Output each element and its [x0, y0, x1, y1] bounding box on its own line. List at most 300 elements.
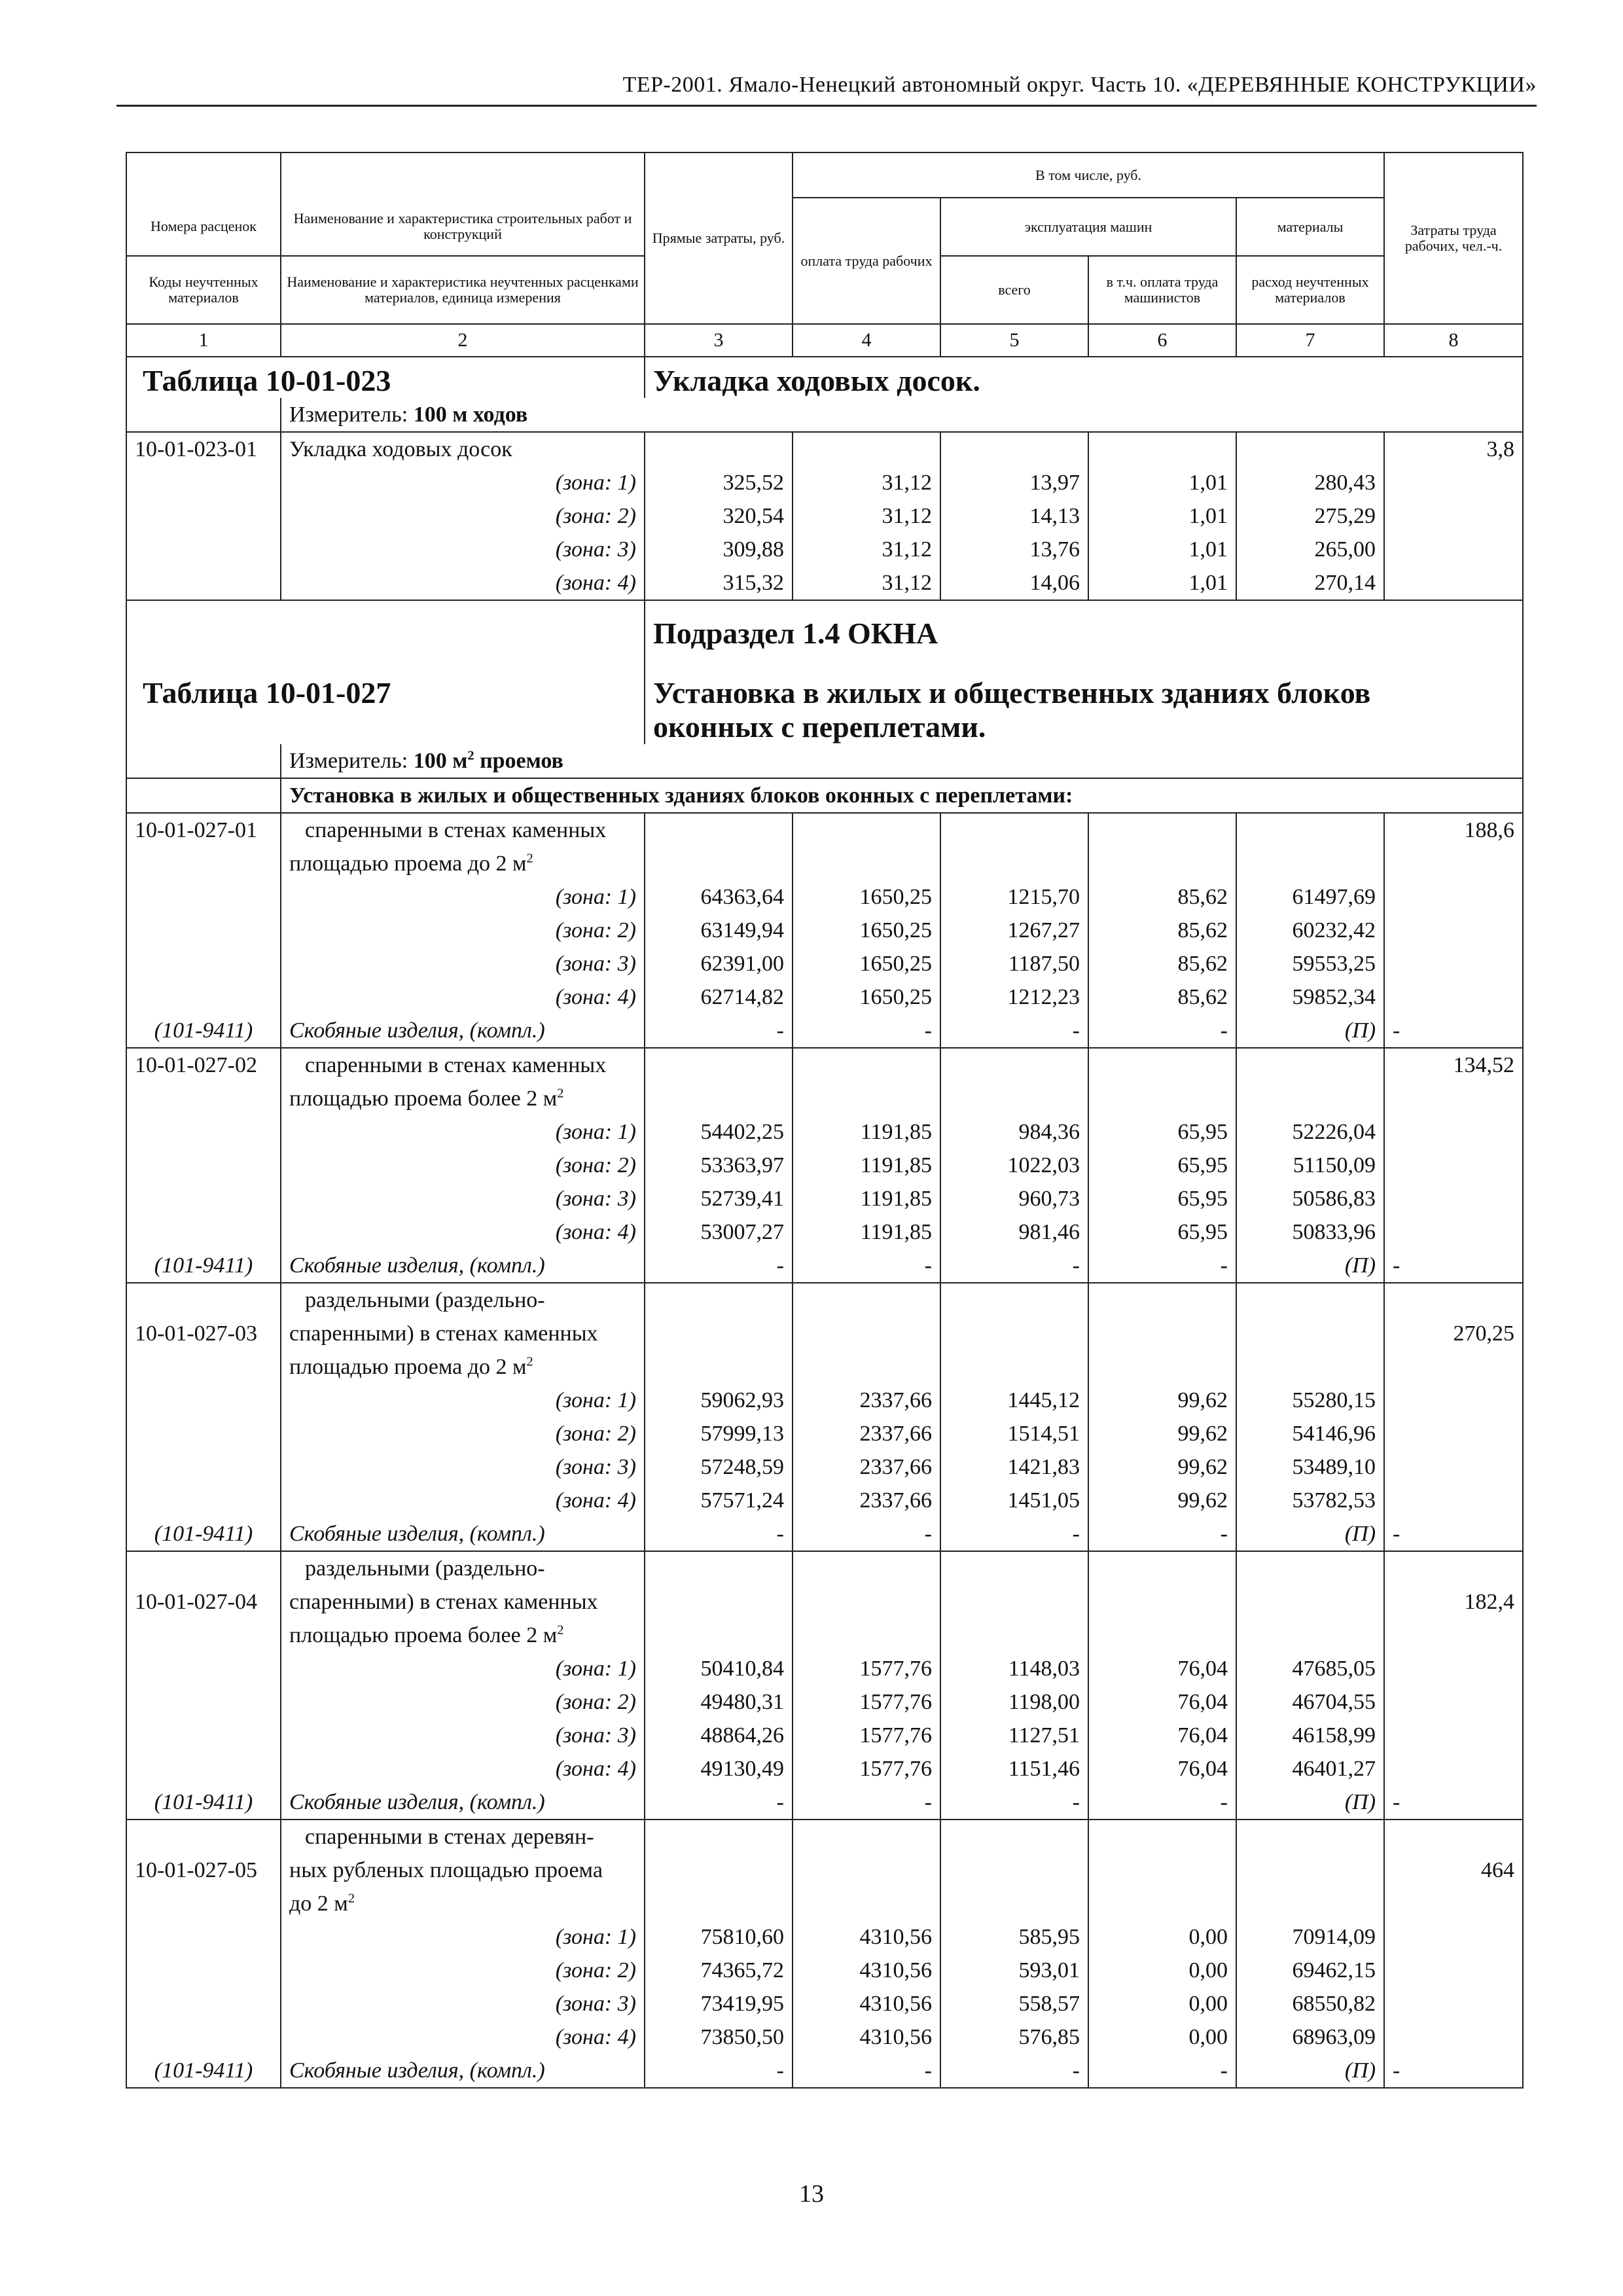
value-c3: 49480,31: [645, 1685, 793, 1719]
subsection-title-cell: [645, 600, 1523, 670]
empty-cell: [1384, 533, 1523, 566]
empty-cell: [645, 432, 793, 466]
value-c6: 85,62: [1088, 947, 1236, 980]
value-c5: 1267,27: [940, 914, 1088, 947]
empty-cell: [1236, 1619, 1384, 1652]
empty-cell: [793, 813, 940, 847]
labor-value: 134,52: [1384, 1048, 1523, 1082]
blank-cell: [126, 847, 281, 880]
value-c7: 50586,83: [1236, 1182, 1384, 1215]
value-c5: 984,36: [940, 1115, 1088, 1149]
value-c5: 1187,50: [940, 947, 1088, 980]
col-operator-pay: в т.ч. оплата труда машинистов: [1088, 256, 1236, 324]
value-c7: 51150,09: [1236, 1149, 1384, 1182]
empty-cell: [940, 1082, 1088, 1115]
value-c7: 68963,09: [1236, 2020, 1384, 2054]
value-c4: 4310,56: [793, 2020, 940, 2054]
blank-cell: [126, 1685, 281, 1719]
blank-cell: [126, 1719, 281, 1752]
empty-cell: [645, 1551, 793, 1585]
material-flag: (П): [1236, 1249, 1384, 1283]
value-c6: 76,04: [1088, 1719, 1236, 1752]
value-c4: 1577,76: [793, 1652, 940, 1685]
empty-cell: [1384, 566, 1523, 600]
empty-cell: [1236, 1551, 1384, 1585]
rates-table: [126, 152, 1524, 2089]
value-c7: 46158,99: [1236, 1719, 1384, 1752]
blank-cell: [126, 533, 281, 566]
value-c4: 1577,76: [793, 1719, 940, 1752]
value-c7: 280,43: [1236, 466, 1384, 499]
value-c4: 1650,25: [793, 947, 940, 980]
value-c6: 99,62: [1088, 1417, 1236, 1450]
value-c6: 65,95: [1088, 1149, 1236, 1182]
empty-cell: [645, 847, 793, 880]
value-c3: 315,32: [645, 566, 793, 600]
value-c7: 54146,96: [1236, 1417, 1384, 1450]
empty-cell: [1384, 1082, 1523, 1115]
value-c4: 1191,85: [793, 1149, 940, 1182]
dash: -: [940, 1517, 1088, 1551]
empty-cell: [1384, 1652, 1523, 1685]
value-c7: 61497,69: [1236, 880, 1384, 914]
empty-cell: [1236, 1048, 1384, 1082]
empty-cell: [793, 1585, 940, 1619]
blank-cell: [126, 1820, 281, 1854]
blank-cell: [126, 1115, 281, 1149]
value-c6: 65,95: [1088, 1182, 1236, 1215]
value-c5: 1421,83: [940, 1450, 1088, 1484]
value-c5: 1445,12: [940, 1384, 1088, 1417]
value-c5: 1451,05: [940, 1484, 1088, 1517]
empty-cell: [793, 432, 940, 466]
value-c4: 4310,56: [793, 1954, 940, 1987]
superscript: 2: [467, 748, 474, 763]
blank-cell: [126, 980, 281, 1014]
value-c7: 69462,15: [1236, 1954, 1384, 1987]
value-c7: 275,29: [1236, 499, 1384, 533]
value-c5: 1212,23: [940, 980, 1088, 1014]
work-name-line: ных рубленых площадью проема: [281, 1854, 645, 1887]
empty-cell: [1088, 1619, 1236, 1652]
value-c6: 0,00: [1088, 1954, 1236, 1987]
zone-label: (зона: 2): [281, 914, 645, 947]
value-c3: 57999,13: [645, 1417, 793, 1450]
empty-cell: [1236, 1585, 1384, 1619]
text-part: площадью проема более 2 м: [289, 1623, 558, 1647]
col-labor-costs: Затраты труда рабочих, чел.-ч.: [1384, 152, 1523, 324]
rate-code: 10-01-027-02: [126, 1048, 281, 1082]
table-label: Таблица 10-01-023: [143, 364, 391, 397]
work-name: Укладка ходовых досок: [281, 432, 645, 466]
empty-cell: [1384, 1954, 1523, 1987]
rate-code: 10-01-027-05: [126, 1854, 281, 1887]
col-worker-pay: оплата труда рабочих: [793, 198, 940, 324]
value-c6: 76,04: [1088, 1752, 1236, 1785]
dash: -: [940, 1785, 1088, 1820]
table-title-cell: [126, 357, 645, 398]
empty-cell: [793, 1887, 940, 1920]
value-c6: 0,00: [1088, 2020, 1236, 2054]
value-c3: 73419,95: [645, 1987, 793, 2020]
blank-cell: [126, 466, 281, 499]
value-c7: 50833,96: [1236, 1215, 1384, 1249]
value-c3: 309,88: [645, 533, 793, 566]
zone-label: (зона: 3): [281, 1182, 645, 1215]
empty-cell: [1384, 1484, 1523, 1517]
empty-cell: [1236, 1854, 1384, 1887]
dash: -: [645, 1517, 793, 1551]
blank-cell: [126, 1149, 281, 1182]
column-number: 4: [793, 324, 940, 357]
empty-cell: [1088, 813, 1236, 847]
empty-cell: [1088, 1585, 1236, 1619]
superscript: 2: [557, 1086, 564, 1101]
zone-label: (зона: 1): [281, 1920, 645, 1954]
empty-cell: [1384, 1920, 1523, 1954]
empty-cell: [1384, 1182, 1523, 1215]
labor-value: 3,8: [1384, 432, 1523, 466]
dash: -: [1088, 1785, 1236, 1820]
value-c3: 49130,49: [645, 1752, 793, 1785]
empty-cell: [1384, 1752, 1523, 1785]
material-name: Скобяные изделия, (компл.): [281, 1249, 645, 1283]
zone-label: (зона: 4): [281, 1215, 645, 1249]
empty-cell: [1236, 813, 1384, 847]
value-c4: 31,12: [793, 566, 940, 600]
blank-cell: [126, 1384, 281, 1417]
material-code: (101-9411): [126, 1517, 281, 1551]
dash: -: [645, 2054, 793, 2088]
value-c7: 47685,05: [1236, 1652, 1384, 1685]
empty-cell: [1384, 1115, 1523, 1149]
value-c5: 1148,03: [940, 1652, 1088, 1685]
dash: -: [1088, 1014, 1236, 1048]
material-code: (101-9411): [126, 1249, 281, 1283]
empty-cell: [940, 847, 1088, 880]
zone-label: (зона: 1): [281, 880, 645, 914]
value-c6: 1,01: [1088, 466, 1236, 499]
blank-cell: [126, 1954, 281, 1987]
value-c3: 53007,27: [645, 1215, 793, 1249]
empty-cell: [940, 1619, 1088, 1652]
zone-label: (зона: 4): [281, 2020, 645, 2054]
dash: -: [793, 1785, 940, 1820]
value-c6: 76,04: [1088, 1652, 1236, 1685]
value-c3: 48864,26: [645, 1719, 793, 1752]
empty-cell: [940, 1585, 1088, 1619]
rate-code: 10-01-027-03: [126, 1317, 281, 1350]
value-c5: 960,73: [940, 1182, 1088, 1215]
value-c3: 64363,64: [645, 880, 793, 914]
dash: -: [1384, 1249, 1523, 1283]
value-c5: 576,85: [940, 2020, 1088, 2054]
material-flag: (П): [1236, 1517, 1384, 1551]
empty-cell: [1088, 847, 1236, 880]
value-c4: 1191,85: [793, 1215, 940, 1249]
empty-cell: [1088, 1887, 1236, 1920]
col-material-codes: Коды неучтенных материалов: [126, 256, 281, 324]
empty-cell: [1384, 1350, 1523, 1384]
table-label: Таблица 10-01-027: [143, 676, 391, 709]
labor-value: 270,25: [1384, 1317, 1523, 1350]
labor-value: 188,6: [1384, 813, 1523, 847]
meter-value: 100 м ходов: [413, 403, 528, 427]
empty-cell: [1384, 466, 1523, 499]
blank-cell: [126, 1484, 281, 1517]
value-c5: 14,06: [940, 566, 1088, 600]
zone-label: (зона: 2): [281, 499, 645, 533]
work-name-line: [281, 1350, 645, 1384]
value-c4: 4310,56: [793, 1987, 940, 2020]
rate-code: 10-01-027-01: [126, 813, 281, 847]
blank-cell: [126, 1082, 281, 1115]
value-c4: 31,12: [793, 499, 940, 533]
value-c5: 558,57: [940, 1987, 1088, 2020]
text-part: до 2 м: [289, 1892, 348, 1916]
col-machines-total: всего: [940, 256, 1088, 324]
work-name-line: спаренными в стенах деревян-: [281, 1820, 645, 1854]
empty-cell: [1384, 1619, 1523, 1652]
zone-label: (зона: 1): [281, 1652, 645, 1685]
zone-label: (зона: 4): [281, 566, 645, 600]
value-c5: 593,01: [940, 1954, 1088, 1987]
column-number: 6: [1088, 324, 1236, 357]
col-unaccounted-materials: расход неучтенных материалов: [1236, 256, 1384, 324]
blank-cell: [126, 1920, 281, 1954]
dash: -: [940, 2054, 1088, 2088]
blank-cell: [126, 499, 281, 533]
blank-cell: [126, 1887, 281, 1920]
value-c5: 1127,51: [940, 1719, 1088, 1752]
value-c3: 57248,59: [645, 1450, 793, 1484]
blank-cell: [126, 947, 281, 980]
text-part: площадью проема до 2 м: [289, 1355, 527, 1379]
zone-label: (зона: 3): [281, 1719, 645, 1752]
blank-cell: [126, 1551, 281, 1585]
zone-label: (зона: 3): [281, 947, 645, 980]
value-c4: 2337,66: [793, 1417, 940, 1450]
blank-cell: [126, 1215, 281, 1249]
empty-cell: [793, 1854, 940, 1887]
material-name: Скобяные изделия, (компл.): [281, 2054, 645, 2088]
table-title: Установка в жилых и общественных зданиях блоков оконных с переплетами.: [653, 676, 1371, 744]
value-c5: 13,76: [940, 533, 1088, 566]
value-c5: 14,13: [940, 499, 1088, 533]
empty-cell: [1384, 1450, 1523, 1484]
blank-cell: [126, 1283, 281, 1317]
rate-code: 10-01-027-04: [126, 1585, 281, 1619]
empty-cell: [793, 1551, 940, 1585]
blank-cell: [126, 1619, 281, 1652]
text-part: площадью проема до 2 м: [289, 852, 527, 876]
value-c5: 1215,70: [940, 880, 1088, 914]
empty-cell: [645, 1283, 793, 1317]
table-title: Укладка ходовых досок.: [653, 364, 980, 397]
value-c3: 62391,00: [645, 947, 793, 980]
value-c6: 0,00: [1088, 1920, 1236, 1954]
table-title-cell: [126, 670, 645, 744]
zone-label: (зона: 3): [281, 1987, 645, 2020]
empty-cell: [1384, 1551, 1523, 1585]
value-c5: 1198,00: [940, 1685, 1088, 1719]
value-c4: 1577,76: [793, 1685, 940, 1719]
empty-cell: [940, 1887, 1088, 1920]
empty-cell: [1384, 1685, 1523, 1719]
empty-cell: [1384, 1384, 1523, 1417]
empty-cell: [1236, 1317, 1384, 1350]
empty-cell: [1236, 1887, 1384, 1920]
subsection-title: Подраздел 1.4 ОКНА: [653, 617, 938, 650]
dash: -: [1384, 1785, 1523, 1820]
blank-cell: [126, 880, 281, 914]
labor-value: 182,4: [1384, 1585, 1523, 1619]
work-name-line: [281, 1887, 645, 1920]
zone-label: (зона: 2): [281, 1685, 645, 1719]
empty-cell: [1384, 1987, 1523, 2020]
value-c4: 2337,66: [793, 1484, 940, 1517]
column-number: 7: [1236, 324, 1384, 357]
value-c7: 46401,27: [1236, 1752, 1384, 1785]
col-direct-costs: Прямые затраты, руб.: [645, 152, 793, 324]
column-number: 1: [126, 324, 281, 357]
empty-cell: [645, 1820, 793, 1854]
value-c4: 1191,85: [793, 1182, 940, 1215]
value-c3: 54402,25: [645, 1115, 793, 1149]
value-c6: 1,01: [1088, 566, 1236, 600]
empty-cell: [645, 1619, 793, 1652]
value-c6: 1,01: [1088, 533, 1236, 566]
empty-cell: [645, 1854, 793, 1887]
zone-label: (зона: 2): [281, 1417, 645, 1450]
empty-cell: [1088, 1350, 1236, 1384]
dash: -: [1384, 1014, 1523, 1048]
empty-cell: [645, 1585, 793, 1619]
value-c3: 73850,50: [645, 2020, 793, 2054]
meter-label: Измеритель:: [289, 749, 414, 773]
value-c4: 31,12: [793, 533, 940, 566]
zone-label: (зона: 1): [281, 1384, 645, 1417]
blank-cell: [126, 1987, 281, 2020]
value-c3: 57571,24: [645, 1484, 793, 1517]
empty-cell: [793, 1820, 940, 1854]
empty-cell: [1384, 847, 1523, 880]
dash: -: [793, 2054, 940, 2088]
empty-cell: [645, 813, 793, 847]
value-c7: 53782,53: [1236, 1484, 1384, 1517]
value-c5: 1151,46: [940, 1752, 1088, 1785]
empty-cell: [940, 1048, 1088, 1082]
empty-cell: [1384, 499, 1523, 533]
empty-cell: [645, 1317, 793, 1350]
empty-cell: [793, 1350, 940, 1384]
blank-cell: [126, 1417, 281, 1450]
value-c6: 1,01: [1088, 499, 1236, 533]
value-c3: 50410,84: [645, 1652, 793, 1685]
column-number: 5: [940, 324, 1088, 357]
material-name: Скобяные изделия, (компл.): [281, 1785, 645, 1820]
meter-cell: [281, 744, 1523, 778]
empty-cell: [940, 1551, 1088, 1585]
blank-cell: [126, 2020, 281, 2054]
value-c3: 62714,82: [645, 980, 793, 1014]
empty-cell: [1384, 914, 1523, 947]
text-part: проемов: [474, 749, 563, 773]
col-work-name: Наименование и характеристика строительных работ и конструкций: [281, 198, 645, 256]
value-c5: 981,46: [940, 1215, 1088, 1249]
empty-cell: [1088, 432, 1236, 466]
empty-cell: [793, 1082, 940, 1115]
col-machines: эксплуатация машин: [940, 198, 1236, 256]
empty-cell: [1384, 947, 1523, 980]
work-name-line: спаренными в стенах каменных: [281, 813, 645, 847]
column-number: 2: [281, 324, 645, 357]
blank-cell: [126, 1752, 281, 1785]
text-part: 100 м: [413, 749, 468, 773]
empty-cell: [1384, 1215, 1523, 1249]
blank-cell: [126, 1350, 281, 1384]
zone-label: (зона: 4): [281, 980, 645, 1014]
superscript: 2: [526, 1354, 533, 1369]
value-c6: 65,95: [1088, 1215, 1236, 1249]
material-flag: (П): [1236, 2054, 1384, 2088]
zone-label: (зона: 2): [281, 1954, 645, 1987]
labor-value: 464: [1384, 1854, 1523, 1887]
value-c4: 1577,76: [793, 1752, 940, 1785]
value-c6: 76,04: [1088, 1685, 1236, 1719]
value-c7: 270,14: [1236, 566, 1384, 600]
col-material-name: Наименование и характеристика неучтенных расценками материалов, единица измерения: [281, 256, 645, 324]
empty-cell: [1236, 432, 1384, 466]
value-c6: 85,62: [1088, 880, 1236, 914]
blank-cell: [126, 1450, 281, 1484]
dash: -: [1384, 1517, 1523, 1551]
empty-cell: [793, 1283, 940, 1317]
value-c4: 1650,25: [793, 880, 940, 914]
value-c7: 60232,42: [1236, 914, 1384, 947]
value-c4: 4310,56: [793, 1920, 940, 1954]
zone-label: (зона: 4): [281, 1752, 645, 1785]
empty-cell: [1236, 1350, 1384, 1384]
superscript: 2: [557, 1623, 564, 1638]
material-name: Скобяные изделия, (компл.): [281, 1014, 645, 1048]
meter-cell: [281, 398, 1523, 432]
col-group-header: В том числе, руб.: [793, 152, 1384, 198]
value-c3: 53363,97: [645, 1149, 793, 1182]
value-c6: 85,62: [1088, 914, 1236, 947]
value-c7: 53489,10: [1236, 1450, 1384, 1484]
rate-code: 10-01-023-01: [126, 432, 281, 466]
material-flag: (П): [1236, 1785, 1384, 1820]
value-c5: 1022,03: [940, 1149, 1088, 1182]
blank-cell: [126, 914, 281, 947]
superscript: 2: [348, 1891, 355, 1906]
work-name-line: [281, 847, 645, 880]
empty-cell: [793, 1317, 940, 1350]
empty-cell: [793, 847, 940, 880]
value-c7: 55280,15: [1236, 1384, 1384, 1417]
empty-cell: [1384, 1719, 1523, 1752]
value-c6: 85,62: [1088, 980, 1236, 1014]
work-name-line: раздельными (раздельно-: [281, 1551, 645, 1585]
value-c5: 585,95: [940, 1920, 1088, 1954]
dash: -: [1088, 2054, 1236, 2088]
dash: -: [793, 1249, 940, 1283]
value-c7: 68550,82: [1236, 1987, 1384, 2020]
value-c4: 1650,25: [793, 980, 940, 1014]
value-c4: 31,12: [793, 466, 940, 499]
empty-cell: [1236, 1082, 1384, 1115]
